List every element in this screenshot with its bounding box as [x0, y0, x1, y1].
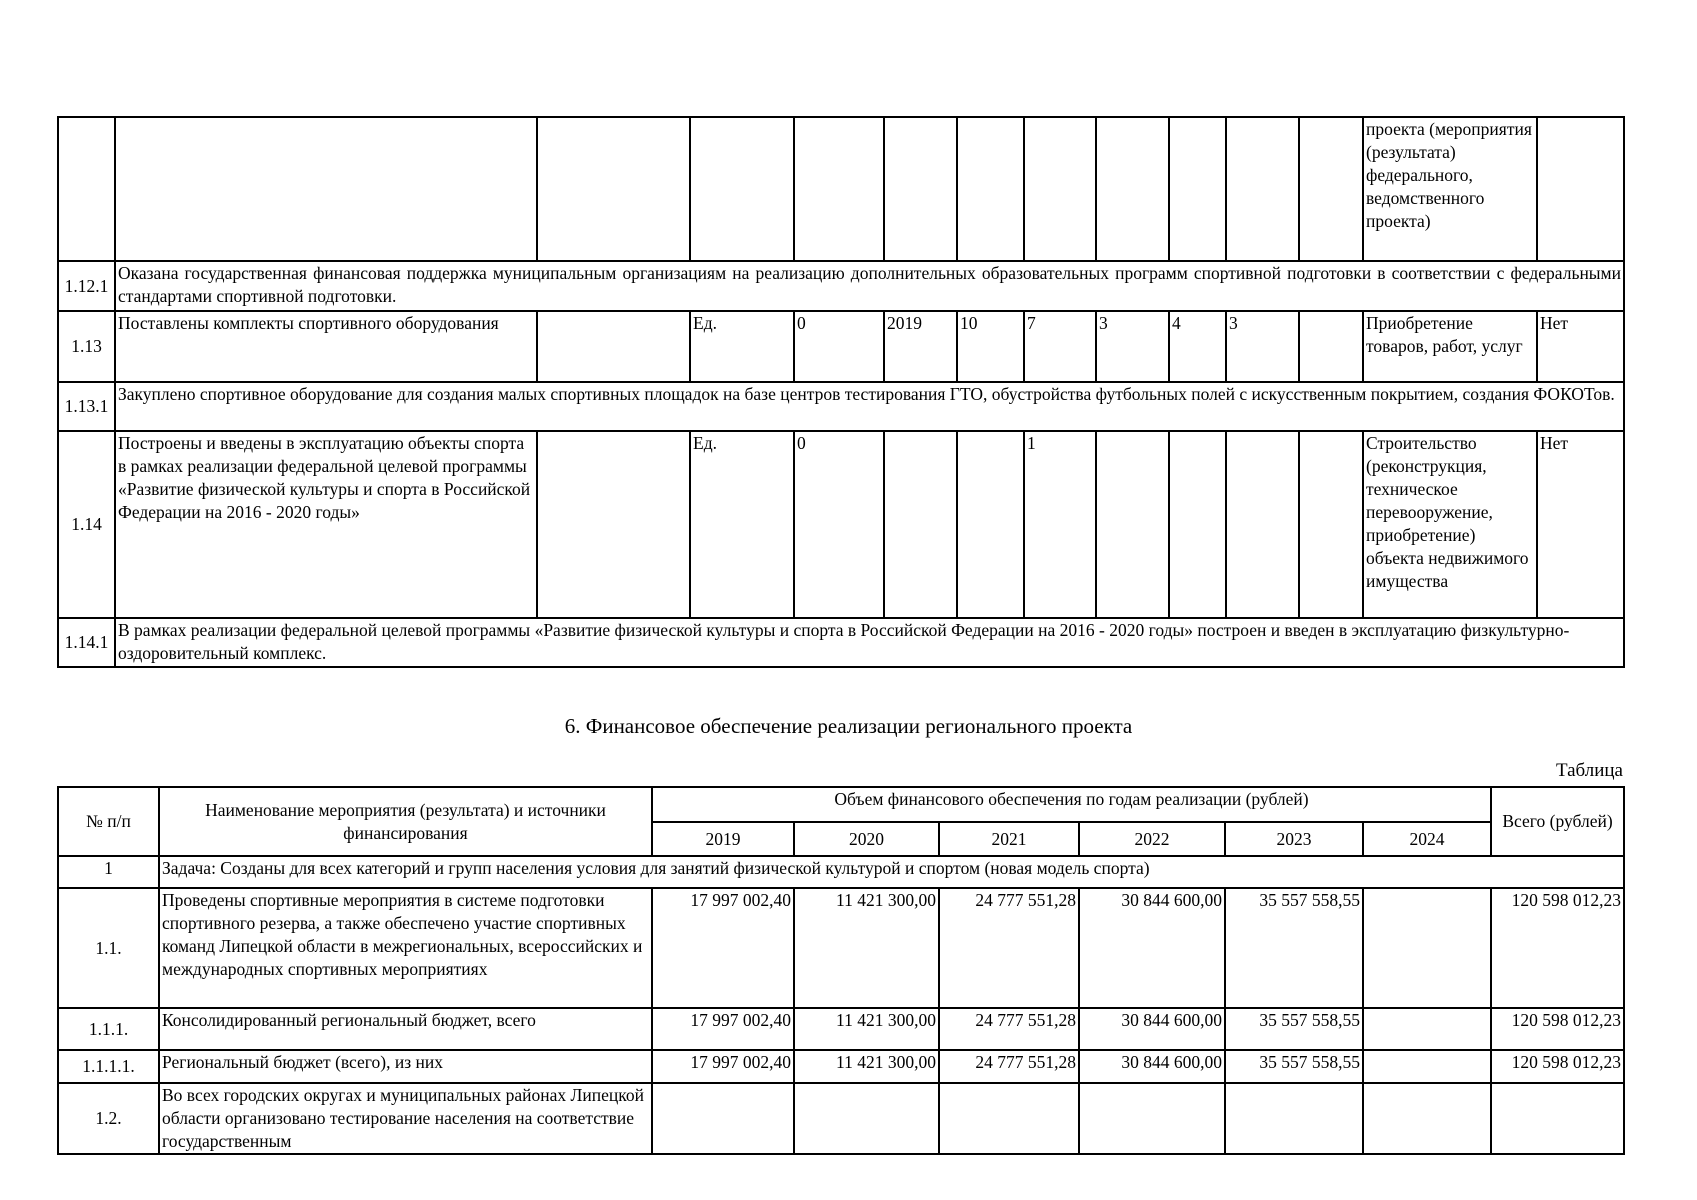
- row-number: 1.14: [58, 431, 115, 618]
- amount-cell: 24 777 551,28: [939, 1008, 1079, 1050]
- amount-cell: 30 844 600,00: [1079, 1050, 1225, 1083]
- amount-cell: 35 557 558,55: [1225, 1050, 1363, 1083]
- base-value-cell: 0: [794, 311, 884, 382]
- table-row: [58, 117, 1624, 261]
- amount-cell: 17 997 002,40: [652, 1008, 794, 1050]
- table-row: [58, 1083, 1624, 1154]
- year-header: 2019: [652, 822, 794, 856]
- row-number: 1.13.1: [58, 382, 115, 431]
- value-cell: 4: [1169, 311, 1226, 382]
- table-label: Таблица: [1555, 760, 1623, 781]
- row-number: 1.1.1.1.: [58, 1050, 159, 1083]
- amount-cell: [1363, 1008, 1491, 1050]
- amount-cell: 11 421 300,00: [794, 1050, 939, 1083]
- amount-cell: [939, 1083, 1079, 1154]
- row-number: 1: [58, 856, 159, 888]
- amount-cell: 35 557 558,55: [1225, 888, 1363, 1008]
- header-number: № п/п: [58, 787, 159, 856]
- row-name: Консолидированный региональный бюджет, всего: [159, 1008, 652, 1050]
- task-row: [58, 856, 1624, 888]
- finance-table: [57, 786, 1625, 1155]
- value-cell: 10: [957, 311, 1024, 382]
- unit-cell: Ед.: [690, 431, 794, 618]
- row-name: Проведены спортивные мероприятия в системе подготовки спортивного резерва, а также обеспечено участие спортивных команд Липецкой области в межрегиональных, всероссийских и международных спортивных мероприятиях: [159, 888, 652, 1008]
- amount-cell: [652, 1083, 794, 1154]
- table-row: [58, 311, 1624, 382]
- task-text: Задача: Созданы для всех категорий и групп населения условия для занятий физической культурой и спортом (новая модель спорта): [159, 856, 1624, 888]
- header-row: [58, 787, 1624, 822]
- result-type-cell: Строительство (реконструкция, техническое перевооружение, приобретение) объекта недвижимого имущества: [1363, 431, 1537, 618]
- value-cell: 7: [1024, 311, 1096, 382]
- row-number: 1.1.: [58, 888, 159, 1008]
- result-description: Закуплено спортивное оборудование для создания малых спортивных площадок на базе центров тестирования ГТО, обустройства футбольных полей с искусственным покрытием, создания ФОКОТов.: [115, 382, 1624, 431]
- amount-cell: [794, 1083, 939, 1154]
- amount-cell: [1363, 888, 1491, 1008]
- result-name: Поставлены комплекты спортивного оборудования: [115, 311, 537, 382]
- value-cell: 3: [1226, 311, 1299, 382]
- amount-cell: 35 557 558,55: [1225, 1008, 1363, 1050]
- table-row: [58, 618, 1624, 667]
- amount-cell: 24 777 551,28: [939, 888, 1079, 1008]
- total-cell: 120 598 012,23: [1491, 888, 1624, 1008]
- table-row: [58, 431, 1624, 618]
- row-number: 1.12.1: [58, 261, 115, 311]
- result-name: Построены и введены в эксплуатацию объекты спорта в рамках реализации федеральной целевой программы «Развитие физической культуры и спорта в Российской Федерации на 2016 - 2020 годы»: [115, 431, 537, 618]
- amount-cell: 24 777 551,28: [939, 1050, 1079, 1083]
- amount-cell: [1225, 1083, 1363, 1154]
- year-header: 2023: [1225, 822, 1363, 856]
- value-cell: 1: [1024, 431, 1096, 618]
- flag-cell: Нет: [1537, 431, 1624, 618]
- section-title: 6. Финансовое обеспечение реализации регионального проекта: [564, 714, 1133, 738]
- table-row: [58, 261, 1624, 311]
- row-name: Во всех городских округах и муниципальных районах Липецкой области организовано тестирование населения на соответствие государственным: [159, 1083, 652, 1154]
- year-header: 2021: [939, 822, 1079, 856]
- row-number: 1.14.1: [58, 618, 115, 667]
- header-name: Наименование мероприятия (результата) и источники финансирования: [159, 787, 652, 856]
- result-type-cell: Приобретение товаров, работ, услуг: [1363, 311, 1537, 382]
- amount-cell: [1363, 1083, 1491, 1154]
- table-row: [58, 382, 1624, 431]
- amount-cell: [1079, 1083, 1225, 1154]
- base-year-cell: 2019: [884, 311, 957, 382]
- table-row: [58, 1008, 1624, 1050]
- year-header: 2022: [1079, 822, 1225, 856]
- amount-cell: 30 844 600,00: [1079, 1008, 1225, 1050]
- year-header: 2024: [1363, 822, 1491, 856]
- results-table: [57, 116, 1625, 668]
- amount-cell: 11 421 300,00: [794, 1008, 939, 1050]
- table-row: [58, 1050, 1624, 1083]
- result-type-cell: проекта (мероприятия (результата) федерального, ведомственного проекта): [1363, 117, 1537, 261]
- row-number: 1.13: [58, 311, 115, 382]
- amount-cell: 17 997 002,40: [652, 888, 794, 1008]
- table-row: [58, 888, 1624, 1008]
- year-header: 2020: [794, 822, 939, 856]
- amount-cell: 11 421 300,00: [794, 888, 939, 1008]
- result-description: В рамках реализации федеральной целевой программы «Развитие физической культуры и спорта в Российской Федерации на 2016 - 2020 годы» построен и введен в эксплуатацию физкультурно-оздоровительный комплекс.: [115, 618, 1624, 667]
- header-volume: Объем финансового обеспечения по годам реализации (рублей): [652, 787, 1491, 822]
- result-description: Оказана государственная финансовая поддержка муниципальным организациям на реализацию дополнительных образовательных программ спортивной подготовки в соответствии с федеральными стандартами спортивной подготовки.: [115, 261, 1624, 311]
- total-cell: 120 598 012,23: [1491, 1050, 1624, 1083]
- value-cell: 3: [1096, 311, 1169, 382]
- total-cell: [1491, 1083, 1624, 1154]
- base-value-cell: 0: [794, 431, 884, 618]
- amount-cell: [1363, 1050, 1491, 1083]
- header-total: Всего (рублей): [1491, 787, 1624, 856]
- amount-cell: 30 844 600,00: [1079, 888, 1225, 1008]
- total-cell: 120 598 012,23: [1491, 1008, 1624, 1050]
- row-number: 1.1.1.: [58, 1008, 159, 1050]
- unit-cell: Ед.: [690, 311, 794, 382]
- row-name: Региональный бюджет (всего), из них: [159, 1050, 652, 1083]
- amount-cell: 17 997 002,40: [652, 1050, 794, 1083]
- flag-cell: Нет: [1537, 311, 1624, 382]
- row-number: 1.2.: [58, 1083, 159, 1154]
